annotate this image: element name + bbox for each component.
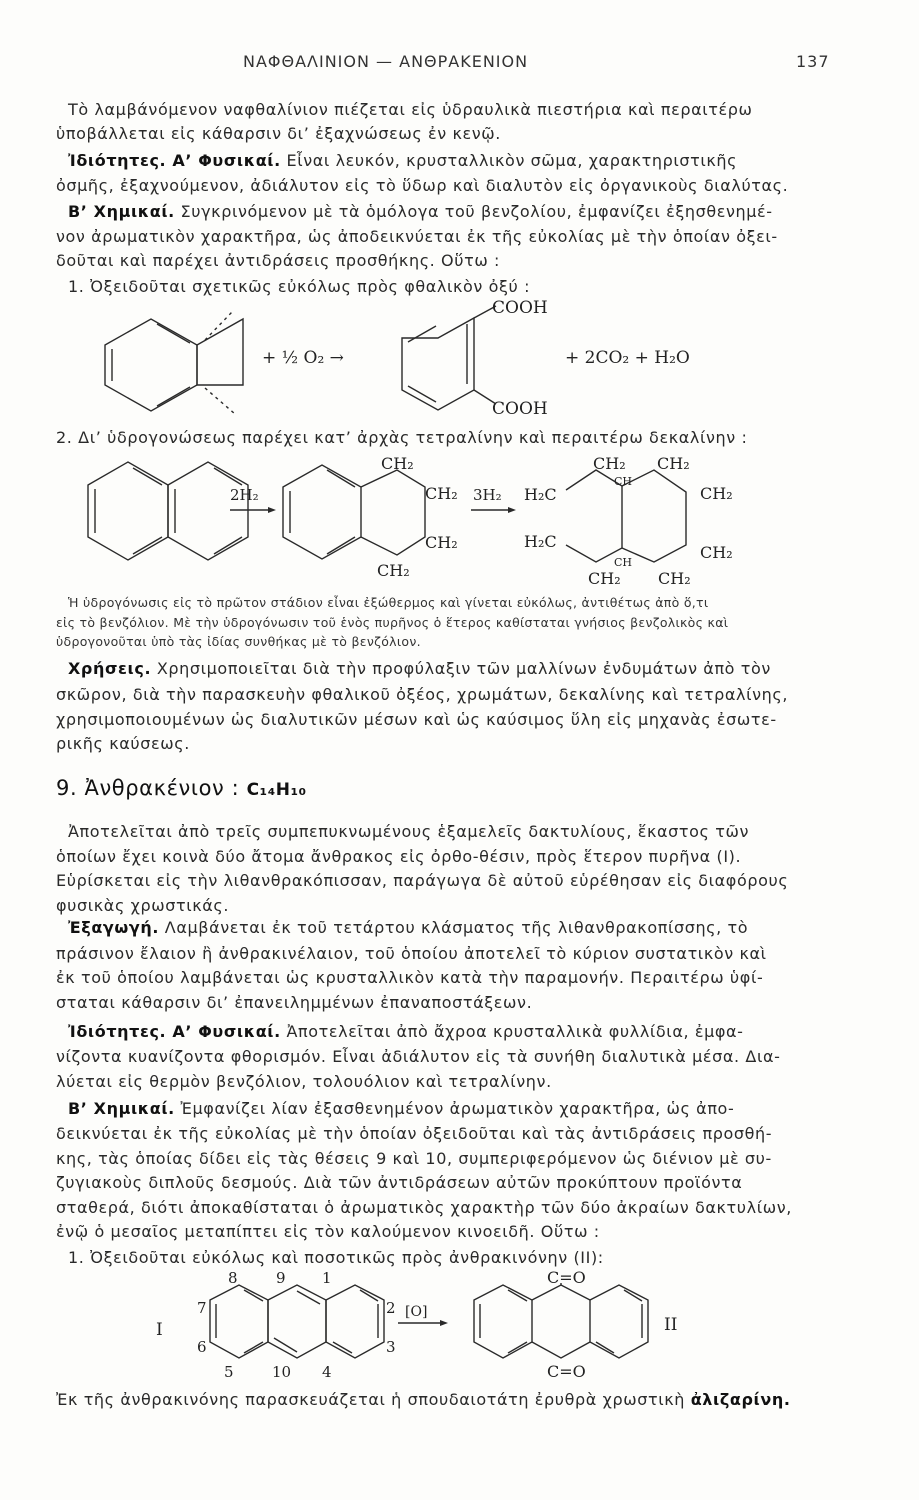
note-line: εἰς τὸ βενζόλιον. Μὲ τὴν ὑδρογόνωσιν τοῦ ἑνὸς πυρῆνος ὁ ἕτερος καθίσταται γνήσιος βενζολικὸς καὶ: [56, 615, 729, 630]
ch2-label: CH₂: [588, 569, 621, 588]
ch2-label: CH₂: [425, 533, 458, 552]
section-title-text: 9. Ἀνθρακένιον :: [56, 776, 240, 800]
text-line: ἐκ τοῦ ὁποίου λαμβάνεται ὡς κρυσταλλικὸν κατὰ τὴν παραμονήν. Περαιτέρω ὑφί-: [56, 968, 764, 987]
anthraquinone-ring-middle: [532, 1285, 590, 1300]
carbonyl-label: C=O: [547, 1362, 586, 1381]
reagent-oxygen: + ½ O₂ →: [262, 348, 344, 368]
anthraquinone-ring-left: [474, 1285, 532, 1358]
heading-uses: Χρήσεις.: [68, 659, 152, 678]
text-line: ὁποίων ἔχει κοινὰ δύο ἄτομα ἄνθρακος εἰς ὀρθο-θέσιν, πρὸς ἕτερον πυρῆνα (Ι).: [56, 847, 742, 866]
carbonyl-label: C=O: [547, 1268, 586, 1287]
ch2-label: CH₂: [593, 454, 626, 473]
text-line: σκῶρον, διὰ τὴν παρασκευὴν φθαλικοῦ ὀξέος, χρωμάτων, δεκαλίνης καὶ τετραλίνης,: [56, 685, 789, 704]
text-span: Ἐκ τῆς ἀνθρακινόνης παρασκευάζεται ἡ σπουδαιοτάτη ἐρυθρὰ χρωστικὴ: [56, 1390, 685, 1409]
ch2-label: CH₂: [377, 561, 410, 580]
position-label: 7: [197, 1299, 207, 1317]
position-label: 8: [228, 1269, 238, 1287]
heading-chemical: Β’ Χημικαί.: [68, 1099, 175, 1118]
position-label: 3: [386, 1338, 396, 1356]
position-label: 1: [322, 1269, 332, 1287]
ch-label: CH: [614, 556, 633, 569]
products: + 2CO₂ + H₂O: [565, 348, 690, 368]
heading-chemical: Β’ Χημικαί.: [68, 202, 175, 221]
ch2-label: CH₂: [658, 569, 691, 588]
text-line: νον ἀρωματικὸν χαρακτῆρα, ὡς ἀποδεικνύεται ἐκ τῆς εὐκολίας μὲ τὴν ὁποίαν ὀξει-: [56, 227, 778, 246]
ch2-label: CH₂: [425, 484, 458, 503]
heading-properties: Ἰδιότητες. Α’ Φυσικαί.: [68, 1022, 281, 1041]
section-formula: C₁₄H₁₀: [246, 780, 307, 800]
anthraquinone-ring-right: [590, 1285, 648, 1358]
text-line: κης, τὰς ὁποίας δίδει εἰς τὰς θέσεις 9 καὶ 10, συμπεριφερόμενον ὡς διένιον μὲ συ-: [56, 1149, 772, 1168]
text-span: Ἐμφανίζει λίαν ἐξασθενημένον ἀρωματικὸν χαρακτῆρα, ὡς ἀπο-: [180, 1099, 735, 1118]
cooh-bottom: COOH: [492, 399, 548, 419]
text-line: χρησιμοποιουμένων ὡς διαλυτικῶν μέσων καὶ ὡς καύσιμος ὕλη εἰς μηχανὰς ἐσωτε-: [56, 710, 777, 729]
text-line: Ἀποτελεῖται ἀπὸ τρεῖς συμπεπυκνωμένους ἑξαμελεῖς δακτυλίους, ἕκαστος τῶν: [68, 822, 749, 841]
position-label: 9: [276, 1269, 286, 1287]
text-line: 2. Δι’ ὑδρογονώσεως παρέχει κατ’ ἀρχὰς τετραλίνην καὶ περαιτέρω δεκαλίνην :: [56, 428, 748, 447]
ch2-label: CH₂: [381, 454, 414, 473]
position-label: 10: [272, 1363, 292, 1381]
position-label: 2: [386, 1299, 396, 1317]
cooh-top: COOH: [492, 298, 548, 318]
h2c-label: H₂C: [524, 485, 557, 504]
reagent-h2: 2H₂: [230, 486, 259, 504]
text-line: ζυγιακοὺς διπλοῦς δεσμούς. Διὰ τῶν ἀντιδράσεων αὐτῶν προκύπτουν προϊόντα: [56, 1173, 743, 1192]
text-line: πράσινον ἔλαιον ἢ ἀνθρακινέλαιον, τοῦ ὁποίου ἀποτελεῖ τὸ κύριον συστατικὸν καὶ: [56, 944, 767, 963]
text-line: ἐνῷ ὁ μεσαῖος μεταπίπτει εἰς τὸν καλούμενον κινοειδῆ. Οὕτω :: [56, 1222, 600, 1241]
note-line: ὑδρογονοῦται ὑπὸ τὰς ἰδίας συνθήκας μὲ τὸ βενζόλιον.: [56, 634, 421, 649]
ch2-label: CH₂: [700, 484, 733, 503]
position-label: 6: [197, 1338, 207, 1356]
running-header: ΝΑΦΘΑΛΙΝΙΟΝ — ΑΝΘΡΑΚΕΝΙΟΝ: [243, 52, 529, 71]
text-line: ρικῆς καύσεως.: [56, 734, 190, 753]
text-line: νίζοντα κυανίζοντα φθορισμόν. Εἶναι ἀδιάλυτον εἰς τὰ συνήθη διαλυτικὰ μέσα. Δια-: [56, 1047, 781, 1066]
text-span: Λαμβάνεται ἐκ τοῦ τετάρτου κλάσματος τῆς λιθανθρακοπίσσης, τὸ: [164, 918, 749, 937]
text-line: σταθερά, διότι ἀποκαθίσταται ὁ ἀρωματικὸς χαρακτὴρ τῶν δύο ἀκραίων δακτυλίων,: [56, 1198, 792, 1217]
text-line: 1. Ὀξειδοῦται σχετικῶς εὐκόλως πρὸς φθαλικὸν ὀξύ :: [68, 277, 531, 296]
text-span: Χρησιμοποιεῖται διὰ τὴν προφύλαξιν τῶν μαλλίνων ἐνδυμάτων ἀπὸ τὸν: [156, 659, 771, 678]
page-number: 137: [796, 52, 830, 71]
alizarin-term: ἀλιζαρίνη.: [690, 1390, 791, 1409]
ch2-label: CH₂: [657, 454, 690, 473]
text-line: δεικνύεται ἐκ τῆς εὐκολίας μὲ τὴν ὁποίαν ὀξειδοῦται καὶ τὰς ἀντιδράσεις προσθή-: [56, 1124, 773, 1143]
text-line: ὀσμῆς, ἐξαχνούμενον, ἀδιάλυτον εἰς τὸ ὕδωρ καὶ διαλυτὸν εἰς ὀργανικοὺς διαλύτας.: [56, 176, 789, 195]
text-line: ὑποβάλλεται εἰς κάθαρσιν δι’ ἐξαχνώσεως ἐν κενῷ.: [56, 124, 501, 143]
text-span: Ἀποτελεῖται ἀπὸ ἄχροα κρυσταλλικὰ φυλλίδια, ἐμφα-: [286, 1022, 744, 1041]
text-line: Εὑρίσκεται εἰς τὴν λιθανθρακόπισσαν, παράγωγα δὲ αὐτοῦ εὑρέθησαν εἰς διαφόρους: [56, 871, 789, 890]
text-line: 1. Ὀξειδοῦται εὐκόλως καὶ ποσοτικῶς πρὸς ἀνθρακινόνην (ΙΙ):: [68, 1248, 604, 1267]
reagent-oxygen: [O]: [405, 1304, 428, 1320]
text-line: σταται κάθαρσιν δι’ ἐπανειλημμένων ἐπαναποστάξεων.: [56, 993, 533, 1012]
ch2-label: CH₂: [700, 543, 733, 562]
label-ii: II: [664, 1315, 678, 1335]
text-line: [56, 1390, 791, 1409]
anthracene-ring-left: [210, 1285, 268, 1358]
anthracene-ring-right: [326, 1285, 384, 1358]
h2c-label: H₂C: [524, 532, 557, 551]
heading-extraction: Ἐξαγωγή.: [68, 918, 160, 937]
text-line: φυσικὰς χρωστικάς.: [56, 896, 230, 915]
position-label: 4: [322, 1363, 332, 1381]
text-line: Τὸ λαμβάνόμενον ναφθαλίνιον πιέζεται εἰς ὑδραυλικὰ πιεστήρια καὶ περαιτέρω: [68, 100, 753, 119]
text-span: Εἶναι λευκόν, κρυσταλλικὸν σῶμα, χαρακτηριστικῆς: [286, 151, 738, 170]
ch-label: CH: [614, 475, 633, 488]
reagent-3h2: 3H₂: [473, 486, 502, 504]
text-line: δοῦται καὶ παρέχει ἀντιδράσεις προσθήκης. Οὕτω :: [56, 251, 501, 270]
heading-properties: Ἰδιότητες. Α’ Φυσικαί.: [68, 151, 281, 170]
anthracene-ring-middle: [268, 1285, 326, 1358]
text-line: λύεται εἰς θερμὸν βενζόλιον, τολουόλιον καὶ τετραλίνην.: [56, 1072, 552, 1091]
note-line: Ἡ ὑδρογόνωσις εἰς τὸ πρῶτον στάδιον εἶναι ἐξώθερμος καὶ γίνεται εὐκόλως, ἀντιθέτως ἀπὸ ὅ,τι: [68, 595, 709, 610]
text-span: Συγκρινόμενον μὲ τὰ ὁμόλογα τοῦ βενζολίου, ἐμφανίζει ἐξησθενημέ-: [180, 202, 773, 221]
label-i: I: [156, 1320, 163, 1340]
position-label: 5: [224, 1363, 234, 1381]
